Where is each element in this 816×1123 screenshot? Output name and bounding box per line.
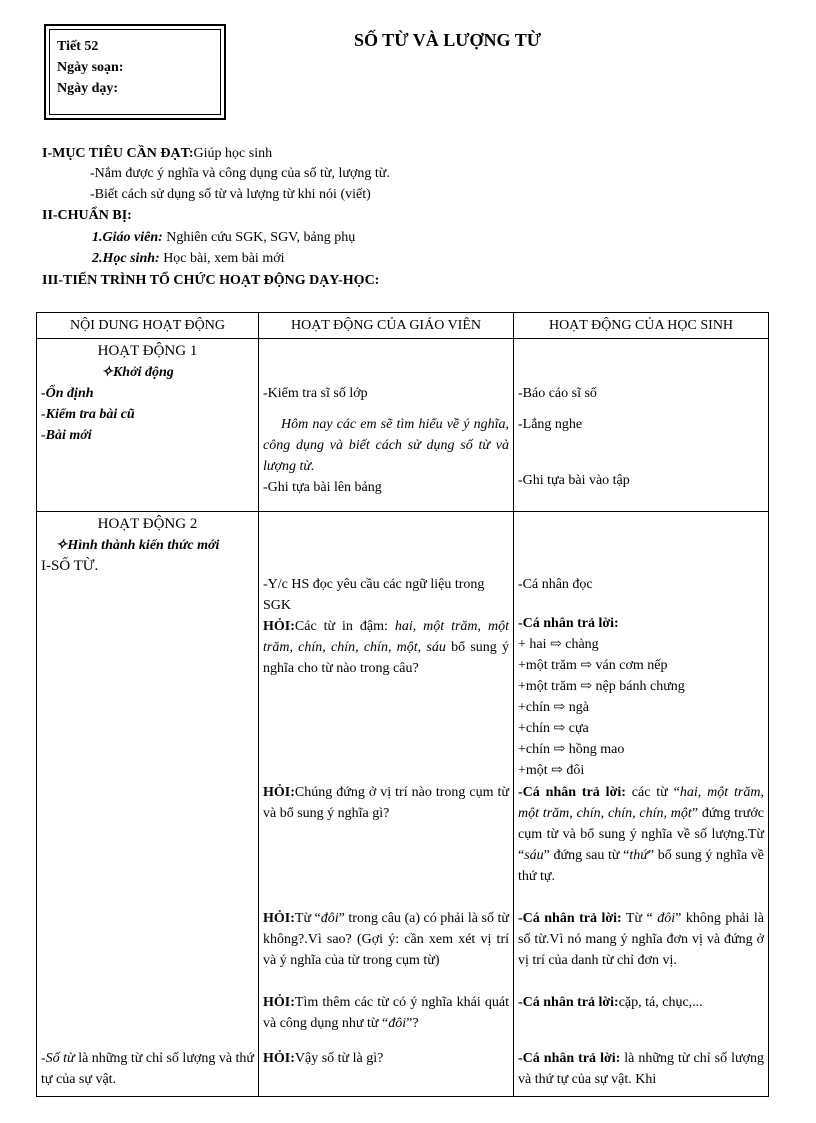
activity-1-title: HOẠT ĐỘNG 1 [97, 343, 198, 359]
teacher-question-4: HỎI:Tìm thêm các từ có ý nghĩa khái quát và công dụng như từ “đôi”? [263, 995, 509, 1031]
numeral-definition: -Số từ là những từ chỉ số lượng và thứ tự của sự vật. [41, 1051, 255, 1087]
student-answer-3: -Cá nhân trả lời: Từ “ đôi” không phải là số từ.Vì nó mang ý nghĩa đơn vị và đứng ở vị trí của danh từ chỉ đơn vị. [518, 911, 765, 968]
stabilize-label: -Ổn định [41, 386, 94, 401]
list-item: +một trăm ⇨ nệp bánh chưng [518, 679, 685, 694]
check-old-lesson-label: -Kiểm tra bài cũ [41, 407, 135, 422]
list-item: +chín ⇨ cựa [518, 721, 589, 736]
teacher-question-5: HỎI:Vậy số từ là gì? [263, 1051, 384, 1066]
col-header-teacher: HOẠT ĐỘNG CỦA GIÁO VIÊN [259, 313, 514, 339]
teacher-question-3: HỎI:Từ “đôi” trong câu (a) có phải là số từ không?.Vì sao? (Gợi ý: cần xem xét vị trí và ý nghĩa của từ trong cụm từ) [263, 911, 509, 968]
activity-2-student [514, 512, 769, 1097]
list-item: +chín ⇨ ngà [518, 700, 589, 715]
student-answer-4: -Cá nhân trả lời:cặp, tá, chục,... [518, 995, 703, 1010]
student-listen: -Lắng nghe [518, 417, 583, 432]
student-prep: 2.Học sinh: Học bài, xem bài mới [92, 251, 285, 266]
student-report: -Báo cáo sĩ số [518, 386, 597, 401]
teacher-request-read: -Y/c HS đọc yêu cầu các ngữ liệu trong SGK [263, 577, 485, 613]
student-answer-1-label: -Cá nhân trả lời: [518, 616, 619, 631]
lesson-number: Tiết 52 [57, 39, 99, 54]
activity-2-title: HOẠT ĐỘNG 2 [97, 516, 198, 532]
teacher-intro: Hôm nay các em sẽ tìm hiểu về ý nghĩa, công dụng và biết cách sử dụng số từ và lượng từ. [263, 417, 509, 474]
teacher-question-1: HỎI:Các từ in đậm: hai, một trăm, một trăm, chín, chín, chín, một, sáu bổ sung ý nghĩa cho từ nào trong câu? [263, 619, 509, 676]
lesson-info-box [44, 24, 226, 120]
preparation-heading: II-CHUẨN BỊ: [42, 208, 132, 223]
objectives-heading: I-MỤC TIÊU CẦN ĐẠT:Giúp học sinh [42, 146, 273, 161]
new-lesson-label: -Bài mới [41, 428, 92, 443]
activity-1-teacher [259, 339, 514, 512]
student-answer-5: -Cá nhân trả lời: là những từ chỉ số lượng và thứ tự của sự vật. Khi [518, 1051, 764, 1087]
activity-2-teacher [259, 512, 514, 1097]
list-item: + hai ⇨ chàng [518, 637, 599, 652]
process-heading: III-TIẾN TRÌNH TỔ CHỨC HOẠT ĐỘNG DẠY-HỌC: [42, 273, 380, 288]
student-answer-2: -Cá nhân trả lời: các từ “hai, một trăm, một trăm, chín, chín, chín, một” đứng trước cụm từ và bổ sung ý nghĩa về số lượng.Từ “sáu” đứng sau từ “thứ” bổ sung ý nghĩa về thứ tự. [518, 785, 764, 884]
table-row-activity-1 [37, 339, 769, 512]
numeral-section-title: I-SỐ TỪ. [41, 558, 99, 574]
teach-date: Ngày dạy: [57, 81, 119, 96]
list-item: +một trăm ⇨ ván cơm nếp [518, 658, 668, 673]
activity-table [36, 312, 769, 1097]
activity-1-subtitle: ✧Khởi động [101, 365, 174, 380]
activity-2-subtitle: ✧Hình thành kiến thức mới [55, 538, 220, 553]
activity-1-content [37, 339, 259, 512]
col-header-student: HOẠT ĐỘNG CỦA HỌC SINH [514, 313, 769, 339]
activity-1-student [514, 339, 769, 512]
list-item: +một ⇨ đôi [518, 763, 585, 778]
teacher-prep: 1.Giáo viên: Nghiên cứu SGK, SGV, bảng phụ [92, 230, 356, 245]
page-title: SỐ TỪ VÀ LƯỢNG TỪ [354, 30, 542, 50]
teacher-question-2: HỎI:Chúng đứng ở vị trí nào trong cụm từ và bổ sung ý nghĩa gì? [263, 785, 509, 821]
student-write-title: -Ghi tựa bài vào tập [518, 473, 630, 488]
teacher-write-title: -Ghi tựa bài lên bảng [263, 480, 382, 495]
table-row-activity-2 [37, 512, 769, 1097]
teacher-check-attendance: -Kiểm tra sĩ số lớp [263, 386, 368, 401]
table-header-row [37, 313, 769, 339]
student-read: -Cá nhân đọc [518, 577, 593, 592]
prep-date: Ngày soạn: [57, 60, 124, 75]
objective-2: -Biết cách sử dụng số từ và lượng từ khi nói (viết) [90, 187, 371, 202]
list-item: +chín ⇨ hồng mao [518, 742, 625, 757]
activity-2-content [37, 512, 259, 1097]
col-header-content: NỘI DUNG HOẠT ĐỘNG [37, 313, 259, 339]
objective-1: -Nắm được ý nghĩa và công dụng của số từ, lượng từ. [90, 166, 390, 181]
